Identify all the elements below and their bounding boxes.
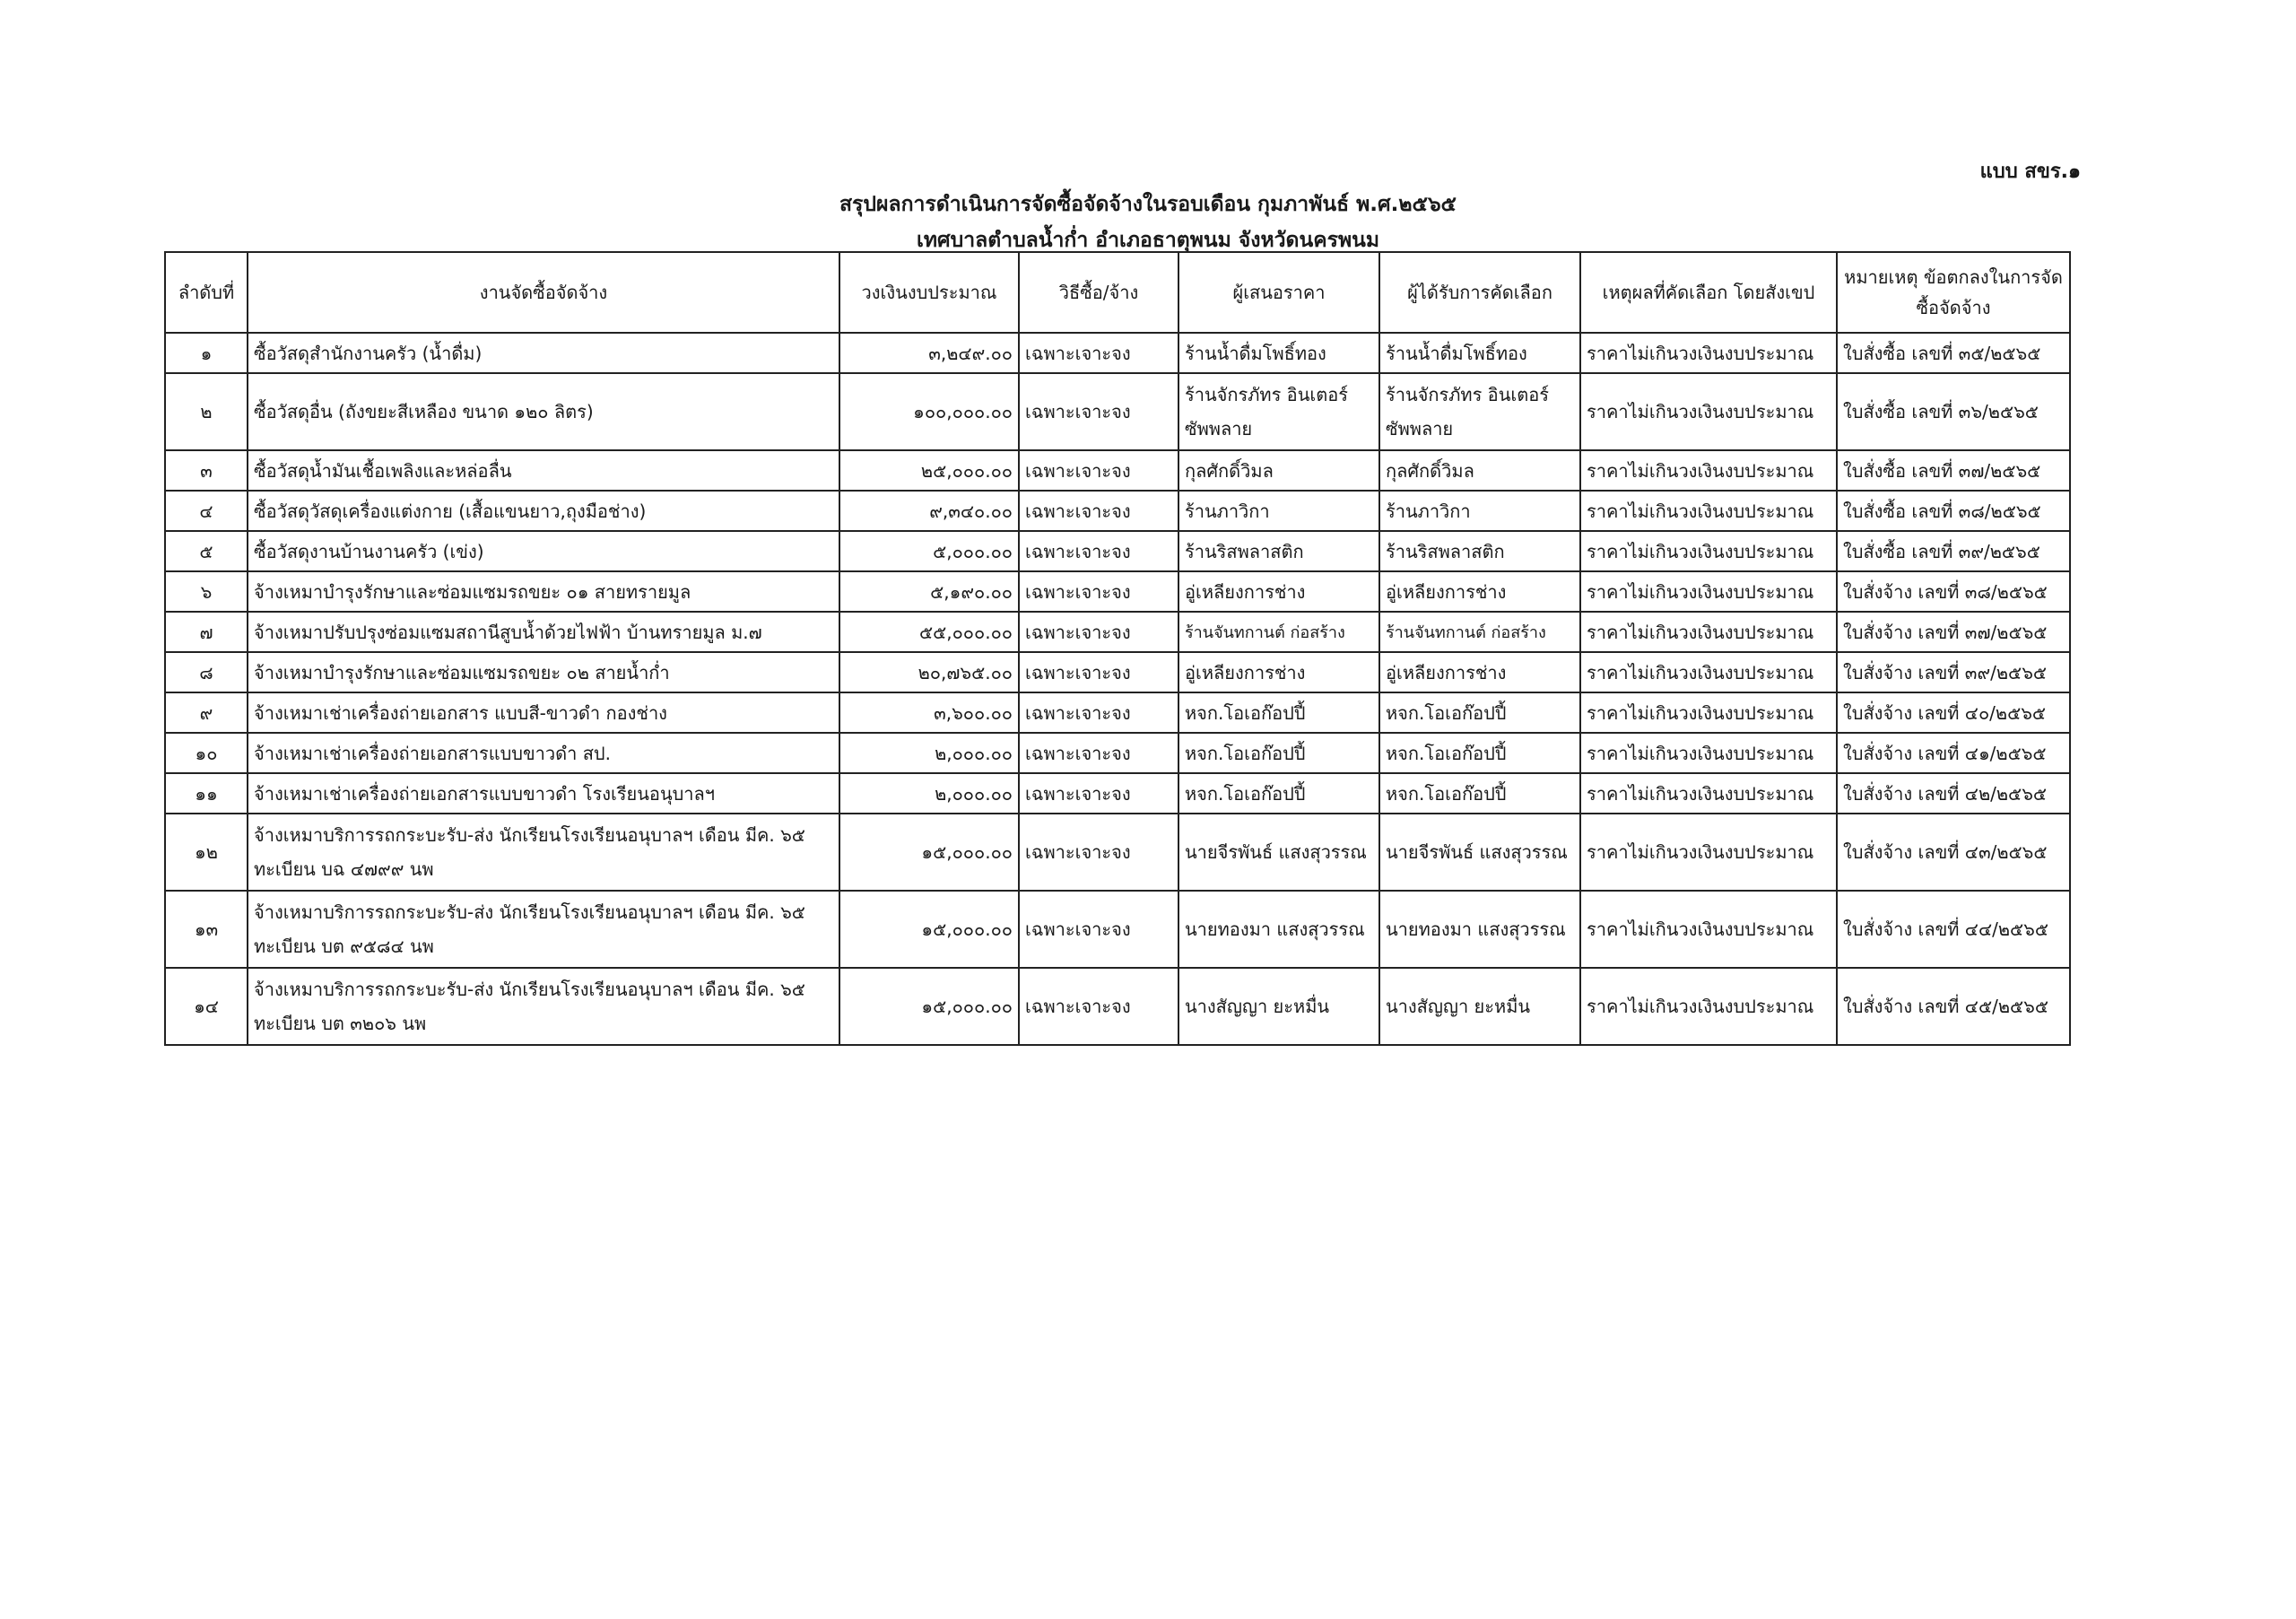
- header-no: ลำดับที่: [165, 252, 248, 333]
- cell-method: เฉพาะเจาะจง: [1019, 531, 1178, 571]
- cell-method: เฉพาะเจาะจง: [1019, 333, 1178, 373]
- table-row: [165, 652, 2070, 692]
- cell-bidder: ร้านริสพลาสติก: [1178, 531, 1379, 571]
- cell-budget: ๒,๐๐๐.๐๐: [839, 733, 1019, 773]
- cell-bidder: นายทองมา แสงสุวรรณ: [1178, 891, 1379, 968]
- cell-selected: ร้านจันทกานต์ ก่อสร้าง: [1379, 612, 1580, 652]
- cell-no: ๙: [165, 692, 248, 733]
- header-work: งานจัดซื้อจัดจ้าง: [248, 252, 839, 333]
- cell-method: เฉพาะเจาะจง: [1019, 491, 1178, 531]
- cell-budget: ๒,๐๐๐.๐๐: [839, 773, 1019, 814]
- cell-work: จ้างเหมาบริการรถกระบะรับ-ส่ง นักเรียนโรงเรียนอนุบาลฯ เดือน มีค. ๖๕ ทะเบียน บต ๙๕๘๔ นพ: [248, 891, 839, 968]
- table-row: [165, 612, 2070, 652]
- cell-reason: ราคาไม่เกินวงเงินงบประมาณ: [1580, 968, 1837, 1045]
- cell-reason: ราคาไม่เกินวงเงินงบประมาณ: [1580, 333, 1837, 373]
- cell-note: ใบสั่งจ้าง เลขที่ ๓๗/๒๕๖๕: [1837, 612, 2070, 652]
- table-row: [165, 373, 2070, 450]
- cell-note: ใบสั่งซื้อ เลขที่ ๓๖/๒๕๖๕: [1837, 373, 2070, 450]
- table-row: [165, 692, 2070, 733]
- cell-note: ใบสั่งจ้าง เลขที่ ๓๙/๒๕๖๕: [1837, 652, 2070, 692]
- cell-work: ซื้อวัสดุอื่น (ถังขยะสีเหลือง ขนาด ๑๒๐ ลิตร): [248, 373, 839, 450]
- cell-reason: ราคาไม่เกินวงเงินงบประมาณ: [1580, 612, 1837, 652]
- table-row: [165, 968, 2070, 1045]
- cell-bidder: นางสัญญา ยะหมื่น: [1178, 968, 1379, 1045]
- cell-no: ๑๔: [165, 968, 248, 1045]
- cell-selected: ร้านภาวิกา: [1379, 491, 1580, 531]
- cell-note: ใบสั่งซื้อ เลขที่ ๓๕/๒๕๖๕: [1837, 333, 2070, 373]
- cell-selected: นายจีรพันธ์ แสงสุวรรณ: [1379, 814, 1580, 891]
- cell-bidder: กุลศักดิ์วิมล: [1178, 450, 1379, 491]
- form-code: แบบ สขร.๑: [1979, 161, 2081, 183]
- table-row: [165, 814, 2070, 891]
- cell-budget: ๙,๓๔๐.๐๐: [839, 491, 1019, 531]
- cell-note: ใบสั่งซื้อ เลขที่ ๓๙/๒๕๖๕: [1837, 531, 2070, 571]
- header-bidders: ผู้เสนอราคา: [1178, 252, 1379, 333]
- cell-note: ใบสั่งจ้าง เลขที่ ๔๒/๒๕๖๕: [1837, 773, 2070, 814]
- cell-note: ใบสั่งจ้าง เลขที่ ๔๑/๒๕๖๕: [1837, 733, 2070, 773]
- cell-bidder: อู่เหลียงการช่าง: [1178, 571, 1379, 612]
- cell-bidder: ร้านน้ำดื่มโพธิ์ทอง: [1178, 333, 1379, 373]
- cell-bidder: ร้านจักรภัทร อินเตอร์ ซัพพลาย: [1178, 373, 1379, 450]
- cell-no: ๑๒: [165, 814, 248, 891]
- cell-no: ๔: [165, 491, 248, 531]
- table-row: [165, 773, 2070, 814]
- cell-method: เฉพาะเจาะจง: [1019, 612, 1178, 652]
- cell-no: ๑๓: [165, 891, 248, 968]
- cell-reason: ราคาไม่เกินวงเงินงบประมาณ: [1580, 373, 1837, 450]
- cell-no: ๑: [165, 333, 248, 373]
- cell-selected: หจก.โอเอก๊อปปี้: [1379, 692, 1580, 733]
- document-subtitle: เทศบาลตำบลน้ำก่ำ อำเภอธาตุพนม จังหวัดนครพนม: [917, 229, 1379, 252]
- cell-work: จ้างเหมาบำรุงรักษาและซ่อมแซมรถขยะ ๐๑ สายทรายมูล: [248, 571, 839, 612]
- cell-bidder: นายจีรพันธ์ แสงสุวรรณ: [1178, 814, 1379, 891]
- cell-budget: ๒๐,๗๖๕.๐๐: [839, 652, 1019, 692]
- cell-reason: ราคาไม่เกินวงเงินงบประมาณ: [1580, 891, 1837, 968]
- cell-selected: นายทองมา แสงสุวรรณ: [1379, 891, 1580, 968]
- cell-method: เฉพาะเจาะจง: [1019, 968, 1178, 1045]
- cell-method: เฉพาะเจาะจง: [1019, 450, 1178, 491]
- cell-note: ใบสั่งซื้อ เลขที่ ๓๗/๒๕๖๕: [1837, 450, 2070, 491]
- cell-budget: ๑๕,๐๐๐.๐๐: [839, 891, 1019, 968]
- cell-selected: หจก.โอเอก๊อปปี้: [1379, 773, 1580, 814]
- cell-bidder: ร้านภาวิกา: [1178, 491, 1379, 531]
- cell-work: ซื้อวัสดุวัสดุเครื่องแต่งกาย (เสื้อแขนยาว,ถุงมือช่าง): [248, 491, 839, 531]
- cell-note: ใบสั่งจ้าง เลขที่ ๔๕/๒๕๖๕: [1837, 968, 2070, 1045]
- cell-work: จ้างเหมาเช่าเครื่องถ่ายเอกสารแบบขาวดำ โรงเรียนอนุบาลฯ: [248, 773, 839, 814]
- cell-note: ใบสั่งจ้าง เลขที่ ๔๐/๒๕๖๕: [1837, 692, 2070, 733]
- cell-budget: ๓,๒๔๙.๐๐: [839, 333, 1019, 373]
- cell-work: ซื้อวัสดุงานบ้านงานครัว (เข่ง): [248, 531, 839, 571]
- cell-no: ๗: [165, 612, 248, 652]
- cell-note: ใบสั่งซื้อ เลขที่ ๓๘/๒๕๖๕: [1837, 491, 2070, 531]
- cell-work: จ้างเหมาปรับปรุงซ่อมแซมสถานีสูบน้ำด้วยไฟฟ้า บ้านทรายมูล ม.๗: [248, 612, 839, 652]
- cell-selected: ร้านน้ำดื่มโพธิ์ทอง: [1379, 333, 1580, 373]
- cell-no: ๓: [165, 450, 248, 491]
- cell-no: ๖: [165, 571, 248, 612]
- table-row: [165, 571, 2070, 612]
- cell-reason: ราคาไม่เกินวงเงินงบประมาณ: [1580, 773, 1837, 814]
- cell-reason: ราคาไม่เกินวงเงินงบประมาณ: [1580, 652, 1837, 692]
- cell-selected: ร้านจักรภัทร อินเตอร์ ซัพพลาย: [1379, 373, 1580, 450]
- cell-selected: นางสัญญา ยะหมื่น: [1379, 968, 1580, 1045]
- cell-reason: ราคาไม่เกินวงเงินงบประมาณ: [1580, 491, 1837, 531]
- cell-selected: อู่เหลียงการช่าง: [1379, 571, 1580, 612]
- cell-bidder: หจก.โอเอก๊อปปี้: [1178, 773, 1379, 814]
- cell-work: จ้างเหมาเช่าเครื่องถ่ายเอกสาร แบบสี-ขาวดำ กองช่าง: [248, 692, 839, 733]
- cell-budget: ๑๐๐,๐๐๐.๐๐: [839, 373, 1019, 450]
- cell-work: จ้างเหมาบำรุงรักษาและซ่อมแซมรถขยะ ๐๒ สายน้ำก่ำ: [248, 652, 839, 692]
- cell-note: ใบสั่งจ้าง เลขที่ ๔๓/๒๕๖๕: [1837, 814, 2070, 891]
- cell-note: ใบสั่งจ้าง เลขที่ ๓๘/๒๕๖๕: [1837, 571, 2070, 612]
- cell-no: ๕: [165, 531, 248, 571]
- cell-method: เฉพาะเจาะจง: [1019, 814, 1178, 891]
- cell-method: เฉพาะเจาะจง: [1019, 733, 1178, 773]
- cell-no: ๑๐: [165, 733, 248, 773]
- cell-work: จ้างเหมาบริการรถกระบะรับ-ส่ง นักเรียนโรงเรียนอนุบาลฯ เดือน มีค. ๖๕ ทะเบียน บต ๓๒๐๖ นพ: [248, 968, 839, 1045]
- cell-method: เฉพาะเจาะจง: [1019, 373, 1178, 450]
- header-selected: ผู้ได้รับการคัดเลือก: [1379, 252, 1580, 333]
- header-reason: เหตุผลที่คัดเลือก โดยสังเขป: [1580, 252, 1837, 333]
- table-row: [165, 891, 2070, 968]
- cell-selected: อู่เหลียงการช่าง: [1379, 652, 1580, 692]
- cell-budget: ๑๕,๐๐๐.๐๐: [839, 814, 1019, 891]
- cell-method: เฉพาะเจาะจง: [1019, 571, 1178, 612]
- cell-work: ซื้อวัสดุน้ำมันเชื้อเพลิงและหล่อลื่น: [248, 450, 839, 491]
- cell-budget: ๓,๖๐๐.๐๐: [839, 692, 1019, 733]
- cell-reason: ราคาไม่เกินวงเงินงบประมาณ: [1580, 733, 1837, 773]
- cell-method: เฉพาะเจาะจง: [1019, 891, 1178, 968]
- cell-bidder: ร้านจันทกานต์ ก่อสร้าง: [1178, 612, 1379, 652]
- header-method: วิธีซื้อ/จ้าง: [1019, 252, 1178, 333]
- cell-reason: ราคาไม่เกินวงเงินงบประมาณ: [1580, 531, 1837, 571]
- cell-reason: ราคาไม่เกินวงเงินงบประมาณ: [1580, 571, 1837, 612]
- table-row: [165, 333, 2070, 373]
- cell-method: เฉพาะเจาะจง: [1019, 773, 1178, 814]
- table-row: [165, 733, 2070, 773]
- cell-budget: ๕,๑๙๐.๐๐: [839, 571, 1019, 612]
- cell-selected: ร้านริสพลาสติก: [1379, 531, 1580, 571]
- cell-no: ๘: [165, 652, 248, 692]
- cell-work: จ้างเหมาบริการรถกระบะรับ-ส่ง นักเรียนโรงเรียนอนุบาลฯ เดือน มีค. ๖๕ ทะเบียน บฉ ๔๗๙๙ นพ: [248, 814, 839, 891]
- cell-budget: ๒๕,๐๐๐.๐๐: [839, 450, 1019, 491]
- procurement-table: [164, 251, 2071, 1046]
- cell-no: ๑๑: [165, 773, 248, 814]
- cell-bidder: หจก.โอเอก๊อปปี้: [1178, 692, 1379, 733]
- cell-note: ใบสั่งจ้าง เลขที่ ๔๔/๒๕๖๕: [1837, 891, 2070, 968]
- cell-no: ๒: [165, 373, 248, 450]
- cell-selected: หจก.โอเอก๊อปปี้: [1379, 733, 1580, 773]
- table-row: [165, 491, 2070, 531]
- table-row: [165, 450, 2070, 491]
- cell-budget: ๑๕,๐๐๐.๐๐: [839, 968, 1019, 1045]
- cell-reason: ราคาไม่เกินวงเงินงบประมาณ: [1580, 450, 1837, 491]
- cell-work: ซื้อวัสดุสำนักงานครัว (น้ำดื่ม): [248, 333, 839, 373]
- cell-work: จ้างเหมาเช่าเครื่องถ่ายเอกสารแบบขาวดำ สป.: [248, 733, 839, 773]
- header-note: หมายเหตุ ข้อตกลงในการจัดซื้อจัดจ้าง: [1837, 252, 2070, 333]
- cell-reason: ราคาไม่เกินวงเงินงบประมาณ: [1580, 814, 1837, 891]
- cell-bidder: อู่เหลียงการช่าง: [1178, 652, 1379, 692]
- document-title: สรุปผลการดำเนินการจัดซื้อจัดจ้างในรอบเดือน กุมภาพันธ์ พ.ศ.๒๕๖๕: [839, 193, 1457, 216]
- cell-method: เฉพาะเจาะจง: [1019, 652, 1178, 692]
- cell-budget: ๕,๐๐๐.๐๐: [839, 531, 1019, 571]
- cell-method: เฉพาะเจาะจง: [1019, 692, 1178, 733]
- cell-bidder: หจก.โอเอก๊อปปี้: [1178, 733, 1379, 773]
- cell-budget: ๕๕,๐๐๐.๐๐: [839, 612, 1019, 652]
- header-budget: วงเงินงบประมาณ: [839, 252, 1019, 333]
- cell-selected: กุลศักดิ์วิมล: [1379, 450, 1580, 491]
- header-row: [165, 252, 2070, 333]
- cell-reason: ราคาไม่เกินวงเงินงบประมาณ: [1580, 692, 1837, 733]
- table-row: [165, 531, 2070, 571]
